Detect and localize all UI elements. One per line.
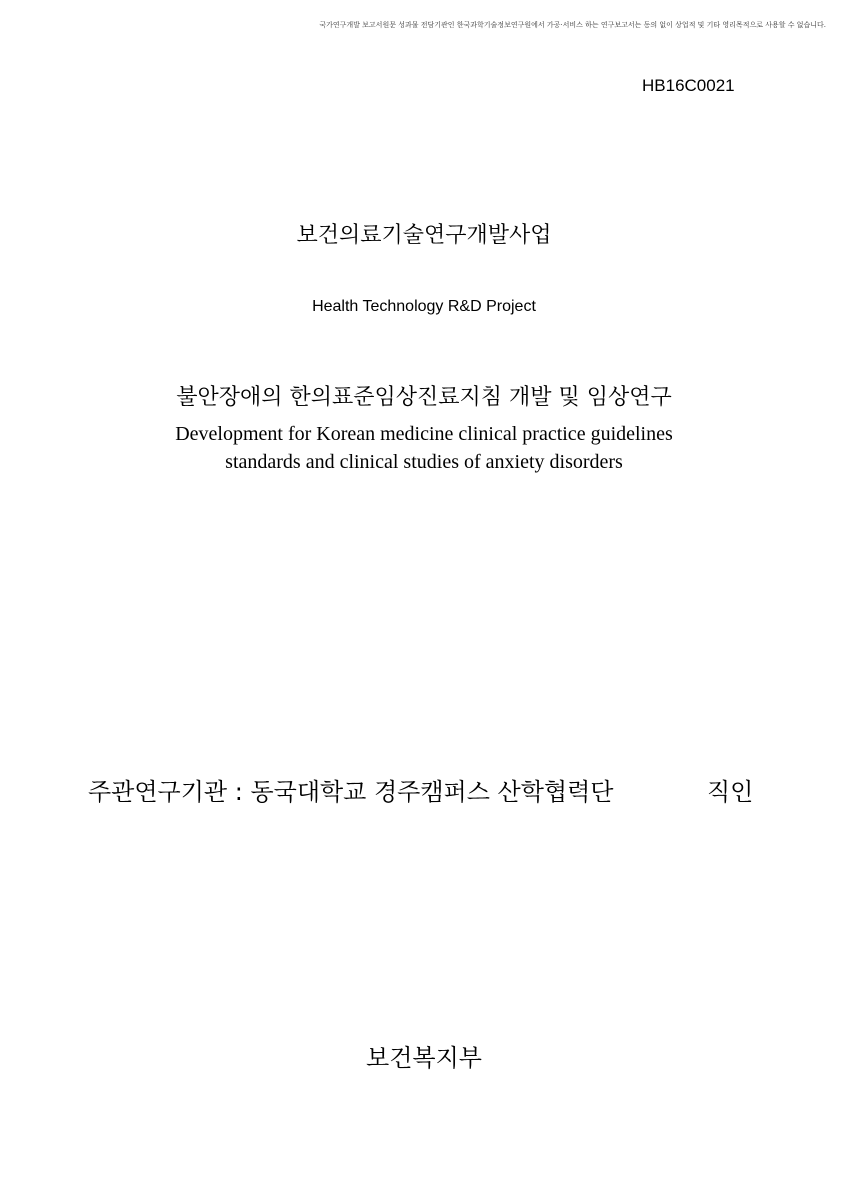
project-title-en-line2: standards and clinical studies of anxiety disorders (225, 451, 623, 473)
institution-label: 주관연구기관 : 동국대학교 경주캠퍼스 산학협력단 (88, 778, 614, 806)
program-title-en: Health Technology R&D Project (312, 298, 536, 315)
seal-label: 직인 (707, 778, 754, 806)
project-title-en (0, 420, 848, 476)
lead-institution (88, 772, 754, 807)
project-title-en-line1: Development for Korean medicine clinical practice guidelines (175, 423, 673, 445)
report-code: HB16C0021 (642, 76, 735, 95)
project-title-ko: 불안장애의 한의표준임상진료지침 개발 및 임상연구 (176, 385, 672, 410)
ministry-name: 보건복지부 (366, 1044, 482, 1072)
program-title-ko: 보건의료기술연구개발사업 (296, 223, 552, 248)
usage-notice: 국가연구개발 보고서원문 성과물 전담기관인 한국과학기술정보연구원에서 가공·서비스 하는 연구보고서는 동의 없이 상업적 및 기타 영리목적으로 사용할 수 없습니다. (319, 21, 826, 29)
